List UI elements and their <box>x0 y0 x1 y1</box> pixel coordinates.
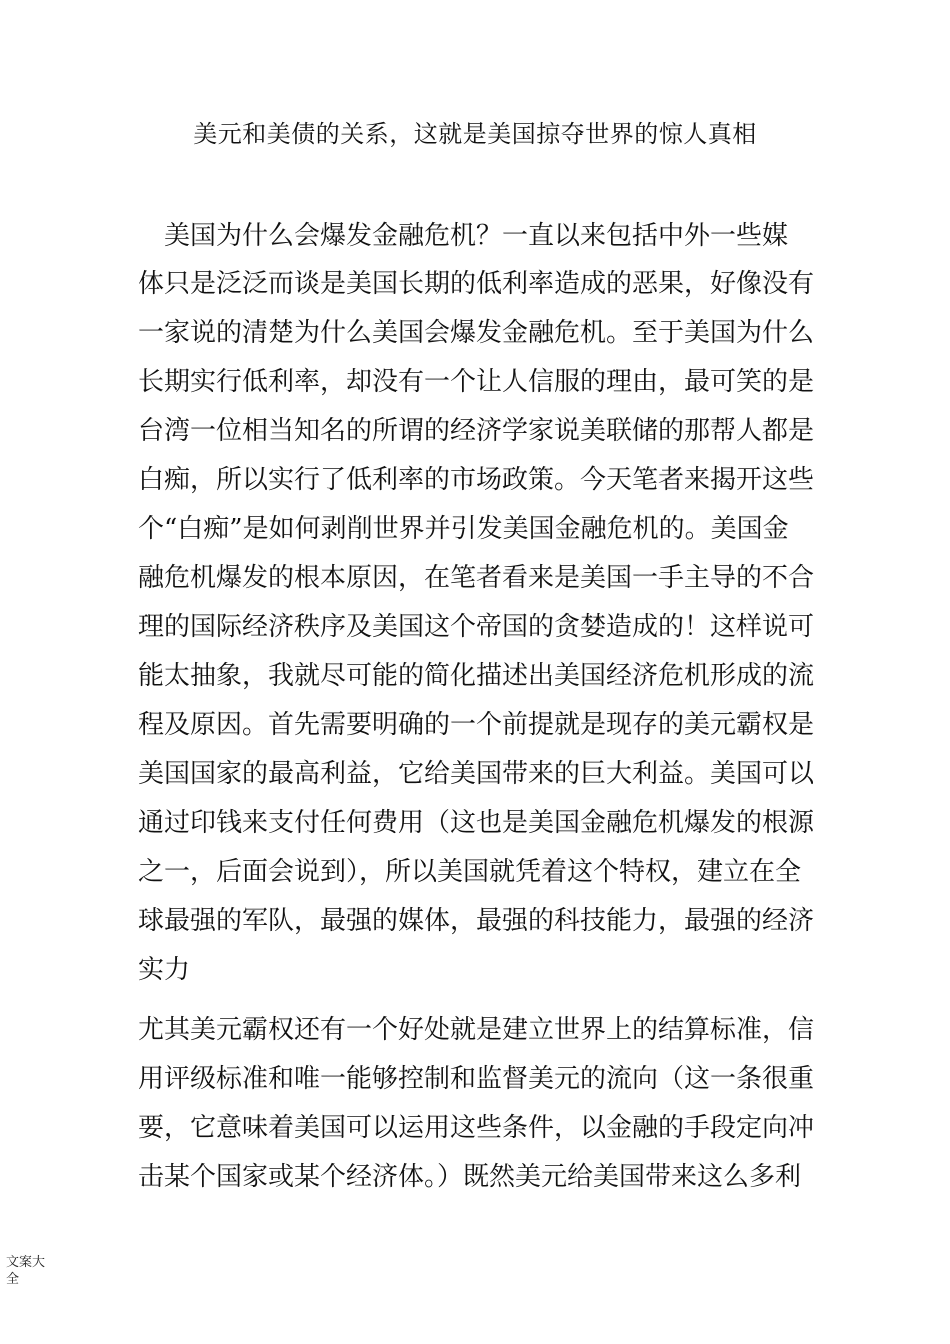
body-line: 球最强的军队，最强的媒体，最强的科技能力，最强的经济 <box>138 906 815 936</box>
body-line: 美国国家的最高利益，它给美国带来的巨大利益。美国可以 <box>138 759 815 789</box>
body-line: 用评级标准和唯一能够控制和监督美元的流向（这一条很重 <box>138 1064 815 1094</box>
body-line: 个“白痴”是如何剥削世界并引发美国金融危机的。美国金 <box>138 514 789 544</box>
body-line: 实力 <box>138 955 191 985</box>
footer-label: 文案大全 <box>6 1255 46 1287</box>
body-line: 体只是泛泛而谈是美国长期的低利率造成的恶果，好像没有 <box>138 269 815 299</box>
body-line: 白痴，所以实行了低利率的市场政策。今天笔者来揭开这些 <box>138 465 815 495</box>
body-line: 能太抽象，我就尽可能的简化描述出美国经济危机形成的流 <box>138 661 815 691</box>
body-line: 美国为什么会爆发金融危机？一直以来包括中外一些媒 <box>138 221 789 251</box>
body-line: 长期实行低利率，却没有一个让人信服的理由，最可笑的是 <box>138 367 815 397</box>
body-line: 之一，后面会说到），所以美国就凭着这个特权，建立在全 <box>138 857 802 887</box>
body-line: 理的国际经济秩序及美国这个帝国的贪婪造成的！这样说可 <box>138 612 815 642</box>
body-line: 融危机爆发的根本原因，在笔者看来是美国一手主导的不合 <box>138 563 815 593</box>
body-line: 通过印钱来支付任何费用（这也是美国金融危机爆发的根源 <box>138 808 815 838</box>
body-line: 台湾一位相当知名的所谓的经济学家说美联储的那帮人都是 <box>138 416 815 446</box>
body-line: 尤其美元霸权还有一个好处就是建立世界上的结算标准，信 <box>138 1015 815 1045</box>
body-line: 击某个国家或某个经济体。）既然美元给美国带来这么多利 <box>138 1162 802 1192</box>
body-line: 一家说的清楚为什么美国会爆发金融危机。至于美国为什么 <box>138 318 815 348</box>
page-title: 美元和美债的关系，这就是美国掠夺世界的惊人真相 <box>193 120 757 148</box>
body-line: 要，它意味着美国可以运用这些条件，以金融的手段定向冲 <box>138 1113 815 1143</box>
body-line: 程及原因。首先需要明确的一个前提就是现存的美元霸权是 <box>138 710 815 740</box>
